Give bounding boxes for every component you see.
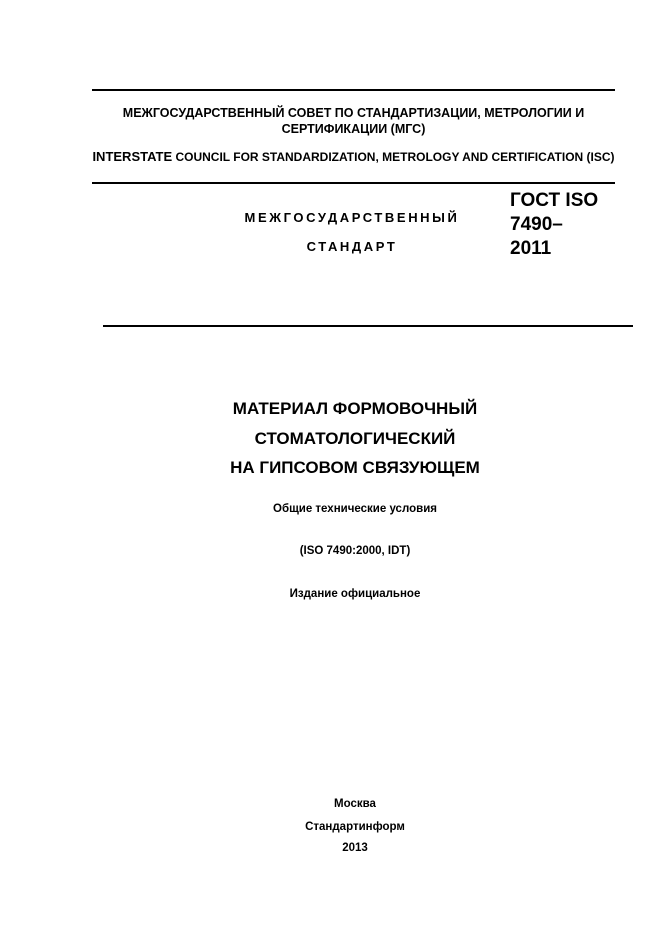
title-line3: НА ГИПСОВОМ СВЯЗУЮЩЕМ (230, 458, 480, 477)
document-title (130, 394, 580, 483)
title-line2: СТОМАТОЛОГИЧЕСКИЙ (254, 428, 456, 448)
top-rule (92, 89, 615, 91)
standard-type-line1: МЕЖГОСУДАРСТВЕННЫЙ (244, 210, 460, 225)
standard-type-line2: СТАНДАРТ (306, 239, 398, 254)
council-name-en-rest: COUNCIL FOR STANDARDIZATION, METROLOGY AND CERTIFICATION (ISC) (172, 150, 615, 164)
imprint-publisher: Стандартинформ (305, 821, 405, 833)
council-name-en-lead: INTERSTATE (92, 149, 173, 164)
bottom-rule (103, 325, 633, 327)
document-subtitle: Общие технические условия (273, 503, 437, 515)
imprint-year: 2013 (342, 842, 368, 854)
standard-number-line3: 2011 (510, 238, 552, 259)
iso-reference: (ISO 7490:2000, IDT) (299, 545, 411, 557)
edition-note: Издание официальное (289, 588, 421, 600)
council-name-ru: МЕЖГОСУДАРСТВЕННЫЙ СОВЕТ ПО СТАНДАРТИЗАЦИИ, МЕТРОЛОГИИ И СЕРТИФИКАЦИИ (МГС) (122, 106, 585, 136)
standard-number-line1: ГОСТ ISO (510, 190, 599, 211)
imprint-city: Москва (334, 798, 376, 810)
middle-rule (92, 182, 615, 184)
standard-number-line2: 7490– (510, 214, 563, 235)
council-name-en (92, 149, 615, 165)
title-line1: МАТЕРИАЛ ФОРМОВОЧНЫЙ (232, 399, 478, 418)
standard-number (510, 189, 630, 261)
